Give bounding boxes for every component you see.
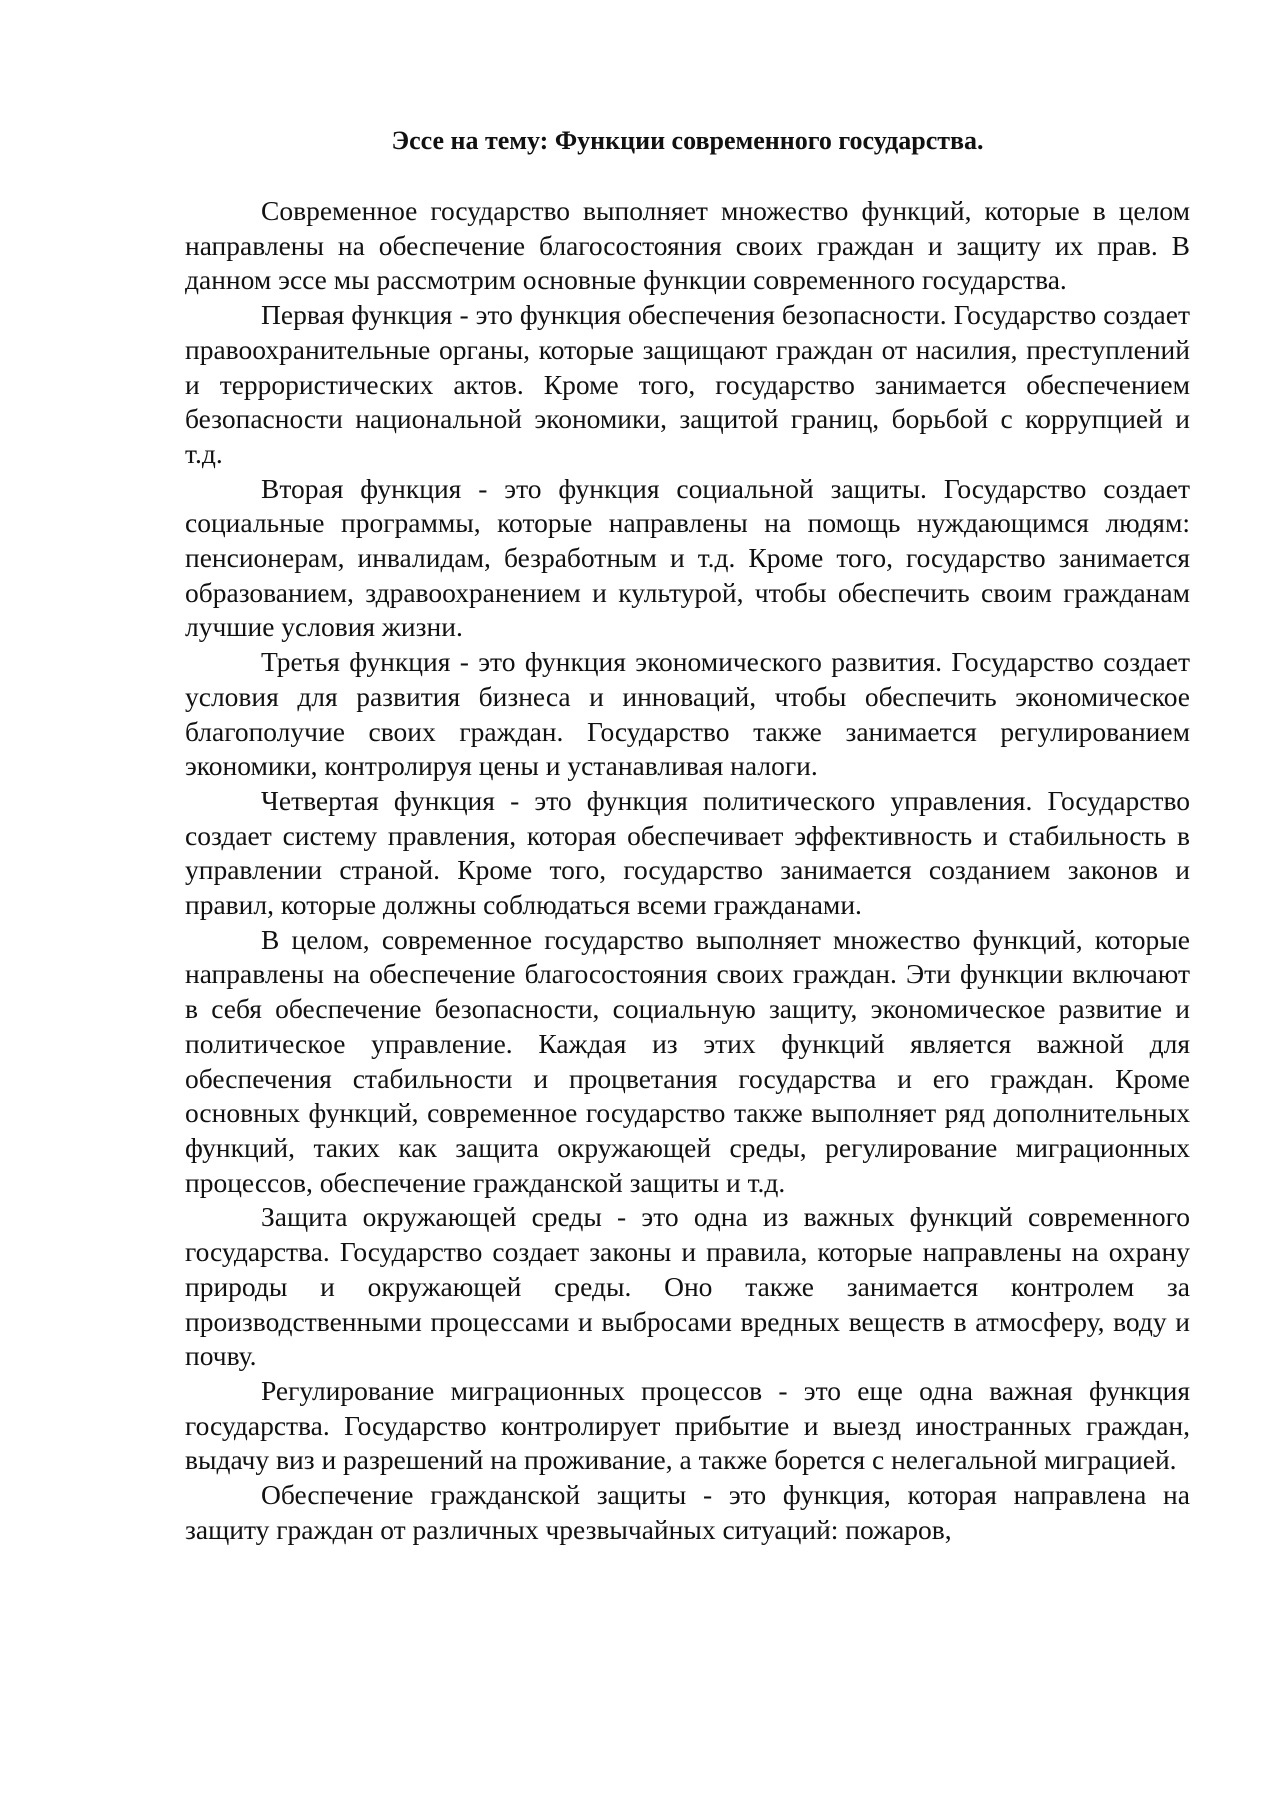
paragraph-political-function: Четвертая функция - это функция политического управления. Государство создает систему правления, которая обеспечивает эффективность и стабильность в управлении страной. Кроме того, государство занимается созданием законов и правил, которые должны соблюдаться всеми гражданами. [185,784,1190,921]
document-title: Эссе на тему: Функции современного государства. [391,126,984,155]
paragraph-environment-function: Защита окружающей среды - это одна из важных функций современного государства. Государство создает законы и правила, которые направлены на охрану природы и окружающей среды. Оно также занимается контролем за производственными процессами и выбросами вредных веществ в атмосферу, воду и почву. [185,1201,1190,1372]
paragraph-social-function: Вторая функция - это функция социальной защиты. Государство создает социальные программы, которые направлены на помощь нуждающимся людям: пенсионерам, инвалидам, безработным и т.д. Кроме того, государство занимается образованием, здравоохранением и культурой, чтобы обеспечить своим гражданам лучшие условия жизни. [185,472,1190,643]
paragraph-security-function: Первая функция - это функция обеспечения безопасности. Государство создает правоохранительные органы, которые защищают граждан от насилия, преступлений и террористических актов. Кроме того, государство занимается обеспечением безопасности национальной экономики, защитой границ, борьбой с коррупцией и т.д. [185,299,1190,469]
paragraph-migration-function: Регулирование миграционных процессов - это еще одна важная функция государства. Государство контролирует прибытие и выезд иностранных граждан, выдачу виз и разрешений на проживание, а также борется с нелегальной миграцией. [185,1374,1190,1476]
paragraph-economic-function: Третья функция - это функция экономического развития. Государство создает условия для развития бизнеса и инноваций, чтобы обеспечить экономическое благополучие своих граждан. Государство также занимается регулированием экономики, контролируя цены и устанавливая налоги. [185,646,1190,782]
document-body [185,194,1190,1547]
paragraph-summary: В целом, современное государство выполняет множество функций, которые направлены на обеспечение благосостояния своих граждан. Эти функции включают в себя обеспечение безопасности, социальную защиту, экономическое развитие и политическое управление. Каждая из этих функций является важной для обеспечения стабильности и процветания государства и его граждан. Кроме основных функций, современное государство также выполняет ряд дополнительных функций, таких как защита окружающей среды, регулирование миграционных процессов, обеспечение гражданской защиты и т.д. [185,923,1190,1198]
paragraph-civil-defense-function: Обеспечение гражданской защиты - это функция, которая направлена на защиту граждан от различных чрезвычайных ситуаций: пожаров, [185,1479,1190,1545]
paragraph-intro: Современное государство выполняет множество функций, которые в целом направлены на обеспечение благосостояния своих граждан и защиту их прав. В данном эссе мы рассмотрим основные функции современного государства. [185,195,1190,296]
